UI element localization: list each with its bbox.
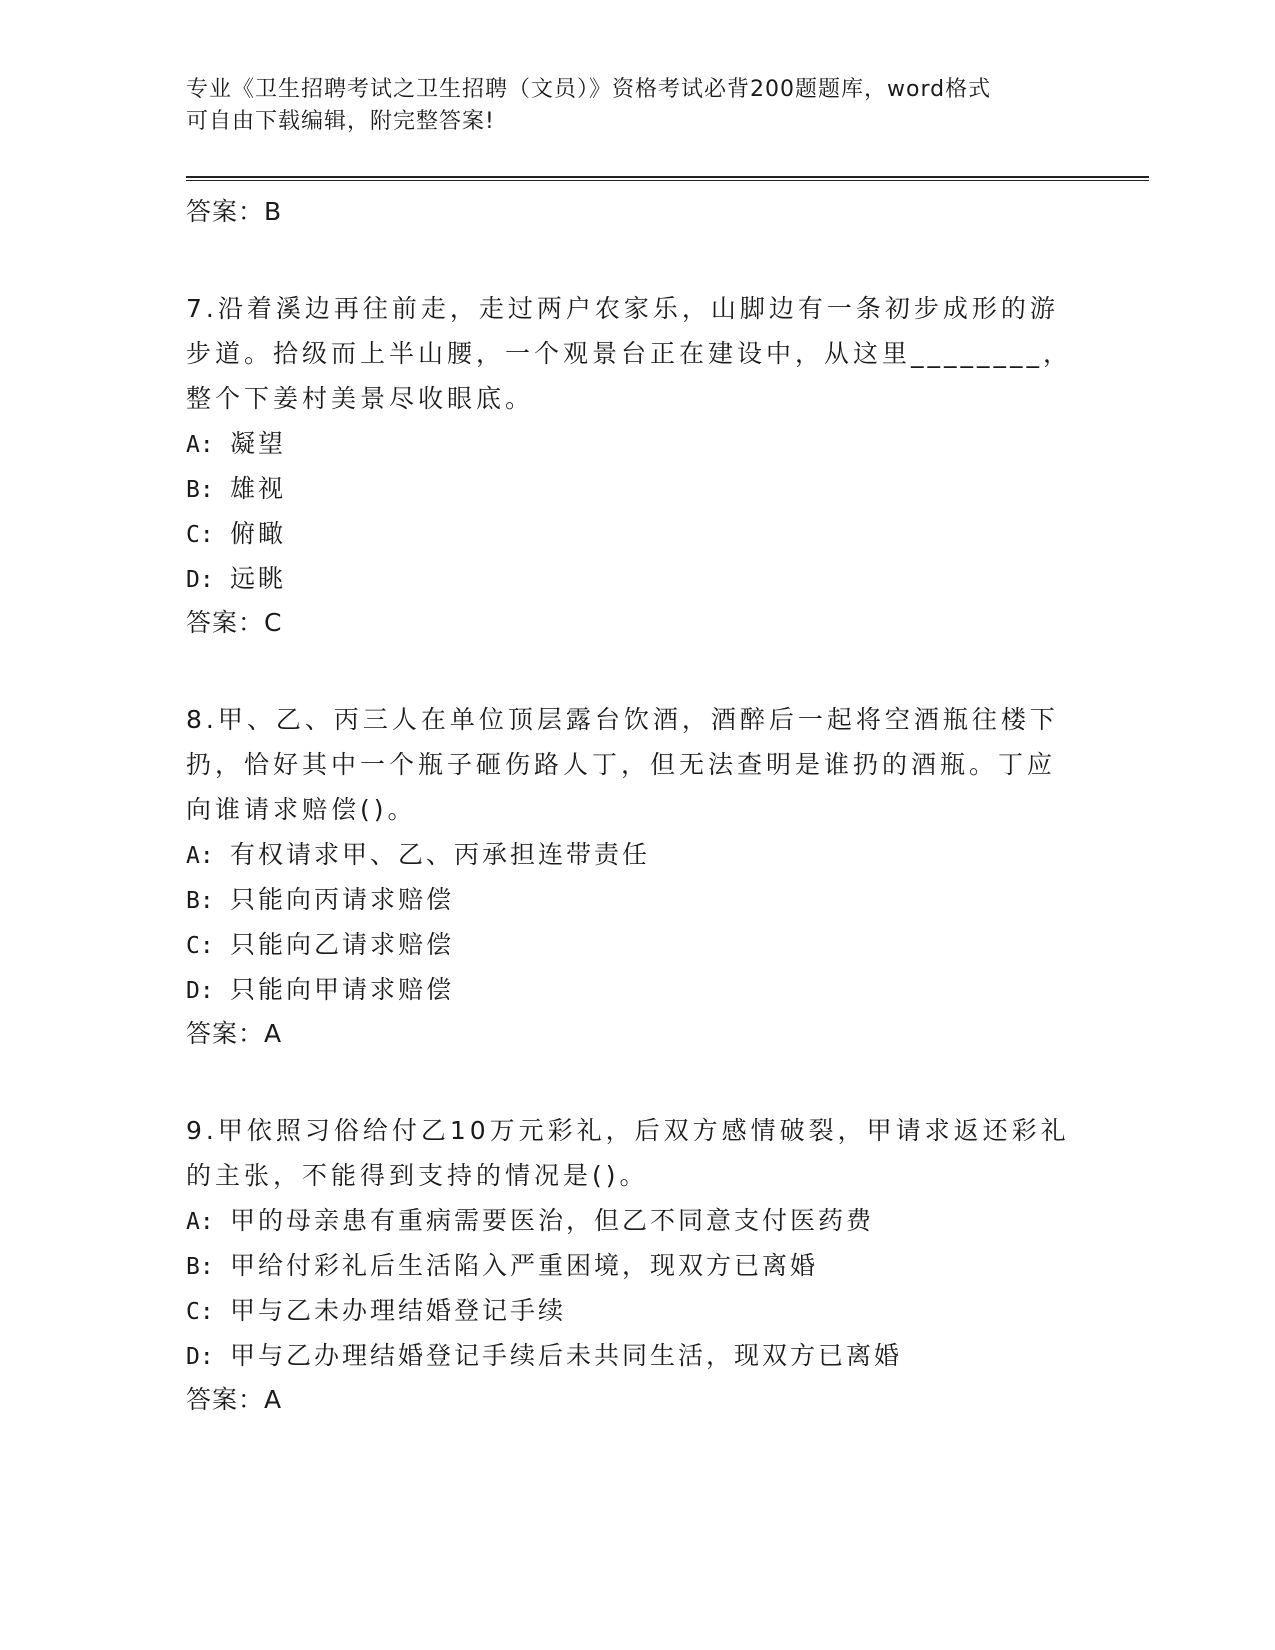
answer-line — [186, 1012, 1086, 1056]
option-b — [186, 1243, 1086, 1288]
stem-line: 9.甲依照习俗给付乙10万元彩礼，后双方感情破裂，甲请求返还彩礼 — [186, 1116, 1070, 1145]
option-a — [186, 832, 1086, 877]
question-stem — [186, 1108, 1086, 1198]
answer-value: B — [264, 197, 283, 226]
question-9 — [186, 1108, 1086, 1422]
option-text: 只能向丙请求赔偿 — [230, 885, 455, 914]
option-text: 甲给付彩礼后生活陷入严重困境，现双方已离婚 — [230, 1251, 819, 1280]
answer-line — [186, 601, 1086, 645]
option-key: C: — [186, 1299, 214, 1325]
stem-line: 整个下姜村美景尽收眼底。 — [186, 384, 535, 413]
option-key: C: — [186, 522, 214, 548]
stem-line: 向谁请求赔偿()。 — [186, 795, 417, 824]
option-key: C: — [186, 933, 214, 959]
header-line-1: 专业《卫生招聘考试之卫生招聘（文员）》资格考试必背200题题库，word格式 — [186, 77, 992, 102]
answer-value: C — [264, 608, 283, 637]
option-d — [186, 967, 1086, 1012]
option-key: B: — [186, 888, 214, 914]
option-text: 甲与乙未办理结婚登记手续 — [230, 1296, 567, 1325]
option-text: 只能向甲请求赔偿 — [230, 975, 455, 1004]
option-b — [186, 877, 1086, 922]
stem-line: 8.甲、乙、丙三人在单位顶层露台饮酒，酒醉后一起将空酒瓶往楼下 — [186, 705, 1059, 734]
option-text: 雄视 — [230, 474, 287, 503]
option-a — [186, 1198, 1086, 1243]
option-c — [186, 1288, 1086, 1333]
option-key: D: — [186, 978, 214, 1004]
option-key: A: — [186, 1209, 214, 1235]
option-d — [186, 556, 1086, 601]
answer-line-prev — [186, 190, 1086, 234]
answer-label: 答案： — [186, 1019, 265, 1048]
document-header — [186, 74, 1066, 138]
option-text: 凝望 — [230, 429, 287, 458]
option-c — [186, 511, 1086, 556]
option-text: 有权请求甲、乙、丙承担连带责任 — [230, 840, 651, 869]
question-list — [186, 190, 1086, 1422]
answer-label: 答案： — [186, 1385, 265, 1414]
option-text: 甲与乙办理结婚登记手续后未共同生活，现双方已离婚 — [230, 1341, 903, 1370]
stem-line: 扔，恰好其中一个瓶子砸伤路人丁，但无法查明是谁扔的酒瓶。丁应 — [186, 750, 1057, 779]
option-key: B: — [186, 477, 214, 503]
option-text: 俯瞰 — [230, 519, 287, 548]
answer-label: 答案： — [186, 197, 265, 226]
question-8 — [186, 697, 1086, 1056]
header-line-2: 可自由下载编辑，附完整答案! — [186, 109, 495, 134]
option-d — [186, 1333, 1086, 1378]
stem-line: 7.沿着溪边再往前走，走过两户农家乐，山脚边有一条初步成形的游 — [186, 294, 1059, 323]
header-divider — [186, 176, 1149, 181]
option-key: D: — [186, 1344, 214, 1370]
option-c — [186, 922, 1086, 967]
option-text: 远眺 — [230, 564, 287, 593]
answer-label: 答案： — [186, 608, 265, 637]
question-stem — [186, 286, 1086, 421]
option-key: D: — [186, 567, 214, 593]
stem-line: 的主张，不能得到支持的情况是()。 — [186, 1161, 649, 1190]
answer-value: A — [264, 1019, 283, 1048]
option-text: 只能向乙请求赔偿 — [230, 930, 455, 959]
answer-value: A — [264, 1385, 283, 1414]
stem-line: 步道。拾级而上半山腰，一个观景台正在建设中，从这里________， — [186, 339, 1073, 368]
option-b — [186, 466, 1086, 511]
option-a — [186, 421, 1086, 466]
answer-line — [186, 1378, 1086, 1422]
option-key: B: — [186, 1254, 214, 1280]
question-stem — [186, 697, 1086, 832]
option-key: A: — [186, 432, 214, 458]
option-key: A: — [186, 843, 214, 869]
question-7 — [186, 286, 1086, 645]
option-text: 甲的母亲患有重病需要医治，但乙不同意支付医药费 — [230, 1206, 875, 1235]
